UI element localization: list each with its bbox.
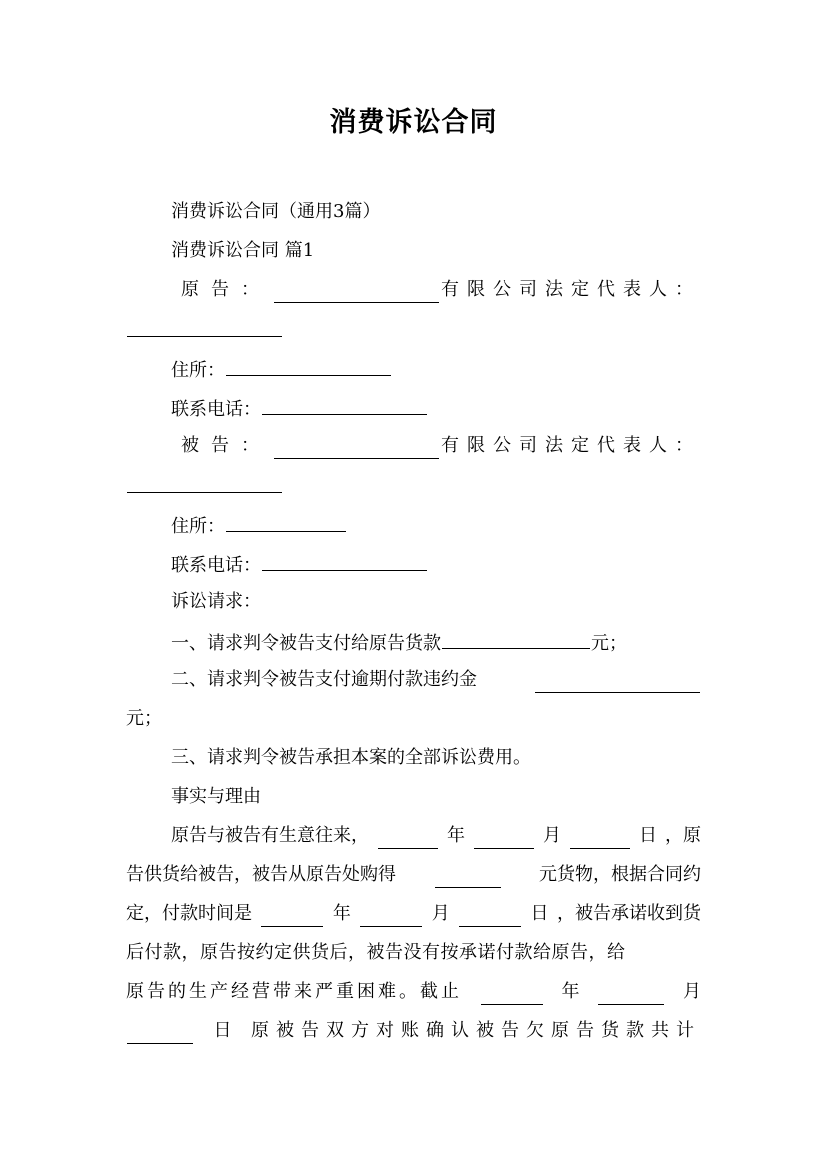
date-year-blank xyxy=(378,828,438,849)
payment-month-label: 月 xyxy=(431,903,450,924)
date-day-blank xyxy=(570,828,630,849)
facts-l3-end: ，被告承诺收到货 xyxy=(556,903,701,924)
facts-l1-start: 原告与被告有生意往来， xyxy=(171,825,369,846)
defendant-label: 被告： xyxy=(181,435,271,456)
defendant-phone-blank xyxy=(262,550,427,571)
document-title: 消费诉讼合同 xyxy=(329,107,498,138)
claims-heading: 诉讼请求： xyxy=(171,591,261,612)
facts-line-1 xyxy=(171,823,701,849)
plaintiff-representative-blank xyxy=(127,316,282,337)
claim-1-text: 一、请求判令被告支付给原告货款 xyxy=(171,633,441,654)
facts-l6-end: 原被告双方对账确认被告欠原告货款共计 xyxy=(251,1020,701,1041)
defendant-address-line xyxy=(171,511,701,540)
day-label: 日 xyxy=(639,825,657,846)
plaintiff-address-blank xyxy=(226,355,391,376)
plaintiff-phone-line xyxy=(171,394,701,423)
facts-heading: 事实与理由 xyxy=(171,786,261,807)
payment-year-label: 年 xyxy=(332,903,351,924)
facts-line-5 xyxy=(126,979,701,1005)
plaintiff-phone-label: 联系电话： xyxy=(171,399,261,420)
payment-day-blank xyxy=(459,906,521,927)
defendant-phone-line xyxy=(171,550,701,579)
defendant-name-blank xyxy=(274,438,439,459)
payment-year-blank xyxy=(261,906,323,927)
facts-line-6 xyxy=(126,1018,701,1044)
plaintiff-line xyxy=(181,277,701,303)
facts-line-3 xyxy=(126,901,701,927)
claim-item-1 xyxy=(171,628,701,657)
cutoff-day-label: 日 xyxy=(213,1020,232,1041)
document-subtitle: 消费诉讼合同（通用3篇） xyxy=(171,201,381,222)
claim-1-unit: 元； xyxy=(591,633,627,654)
year-label: 年 xyxy=(447,825,465,846)
facts-l3-start: 定，付款时间是 xyxy=(126,903,252,924)
plaintiff-label: 原告： xyxy=(181,279,271,300)
claim-2-text: 二、请求判令被告支付逾期付款违约金 xyxy=(171,669,477,690)
claim-1-amount-blank xyxy=(442,628,590,649)
claim-2-amount-blank xyxy=(535,672,700,693)
plaintiff-phone-blank xyxy=(262,394,427,415)
defendant-representative-blank xyxy=(127,472,282,493)
facts-l1-end: ，原 xyxy=(665,825,701,846)
claim-item-2-continued xyxy=(126,706,701,732)
defendant-line xyxy=(181,433,701,459)
cutoff-month-blank xyxy=(598,984,664,1005)
claim-item-2 xyxy=(171,667,701,693)
defendant-phone-label: 联系电话： xyxy=(171,555,261,576)
facts-line-2 xyxy=(126,862,701,888)
cutoff-year-blank xyxy=(481,984,543,1005)
plaintiff-name-blank xyxy=(274,282,439,303)
section-heading: 消费诉讼合同 篇1 xyxy=(171,240,315,261)
facts-l2-end: 元货物，根据合同约 xyxy=(539,864,701,885)
facts-l2-start: 告供货给被告，被告从原告处购得 xyxy=(126,864,396,885)
defendant-address-blank xyxy=(226,511,346,532)
goods-amount-blank xyxy=(435,867,501,888)
plaintiff-address-label: 住所： xyxy=(171,360,225,381)
claim-2-unit: 元； xyxy=(126,708,162,729)
facts-l5-start: 原告的生产经营带来严重困难。截止 xyxy=(126,981,462,1002)
cutoff-year-label: 年 xyxy=(561,981,580,1002)
date-month-blank xyxy=(474,828,534,849)
plaintiff-representative-line xyxy=(126,316,701,345)
payment-day-label: 日 xyxy=(530,903,549,924)
defendant-representative-line xyxy=(126,472,701,501)
defendant-company-suffix: 有限公司法定代表人： xyxy=(441,435,701,456)
payment-month-blank xyxy=(360,906,422,927)
claim-item-3: 三、请求判令被告承担本案的全部诉讼费用。 xyxy=(171,747,531,768)
plaintiff-address-line xyxy=(171,355,701,384)
defendant-address-label: 住所： xyxy=(171,516,225,537)
month-label: 月 xyxy=(543,825,561,846)
facts-line-4: 后付款，原告按约定供货后，被告没有按承诺付款给原告，给 xyxy=(126,942,626,963)
plaintiff-company-suffix: 有限公司法定代表人： xyxy=(441,279,701,300)
cutoff-month-label: 月 xyxy=(683,981,701,1002)
cutoff-day-blank xyxy=(127,1023,193,1044)
